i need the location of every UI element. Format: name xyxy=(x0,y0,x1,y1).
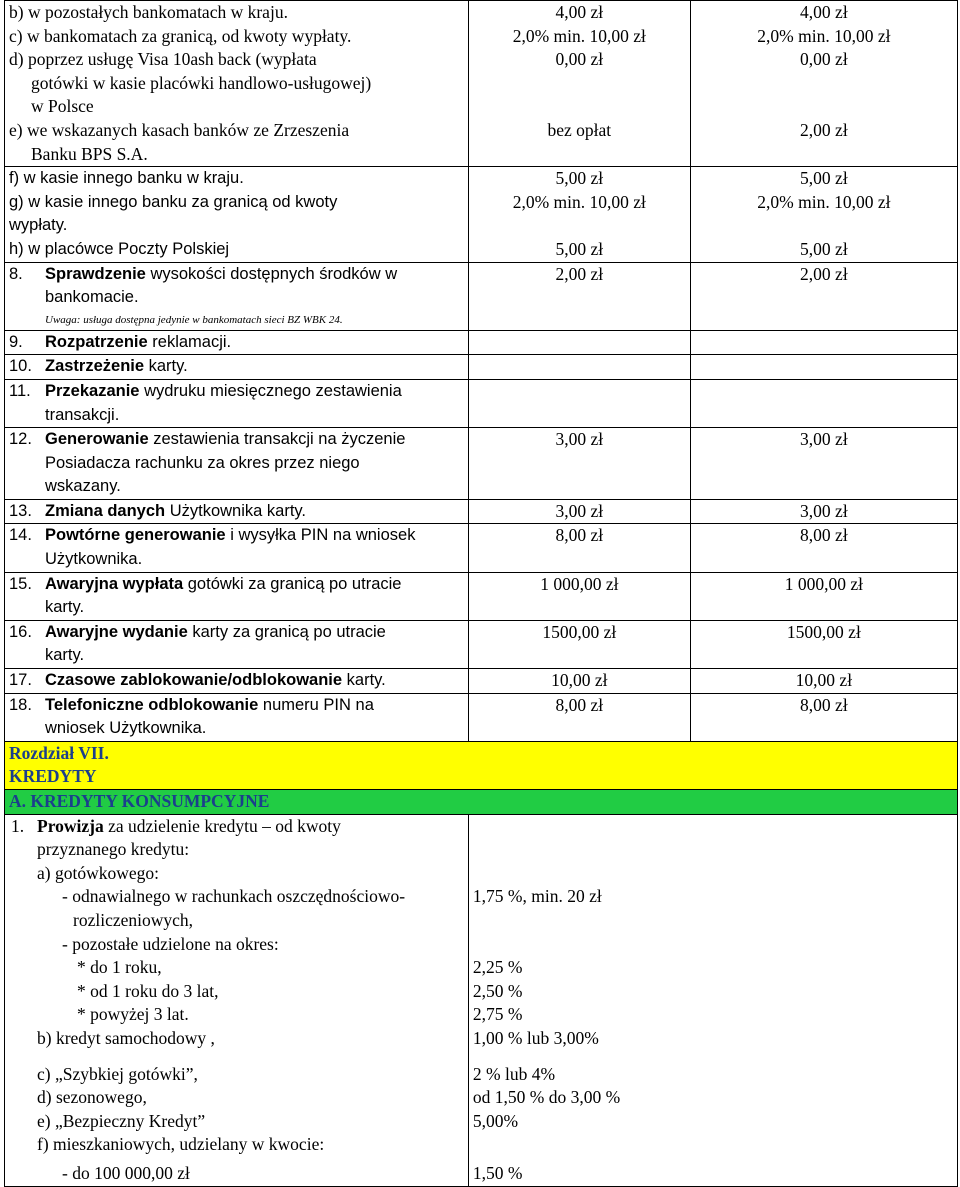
value: bez opłat xyxy=(547,119,612,140)
label-line: f) w kasie innego banku w kraju. xyxy=(9,169,244,188)
item-bold: Czasowe zablokowanie/odblokowanie xyxy=(45,671,343,690)
item-bold: Zastrzeżenie xyxy=(45,357,145,376)
value: 0,00 zł xyxy=(800,49,848,70)
fee-value-col2 xyxy=(690,330,957,355)
label-line: wskazany. xyxy=(45,477,121,496)
item-number: 18. xyxy=(9,695,32,714)
value: 10,00 zł xyxy=(551,670,608,691)
item-bold: Awaryjne wydanie xyxy=(45,622,188,641)
label-line: - pozostałe udzielone na okres: xyxy=(62,933,279,954)
fee-label xyxy=(5,379,469,427)
fee-value-col2 xyxy=(690,524,957,572)
fee-value-col1 xyxy=(468,693,690,741)
label-line: Użytkownika. xyxy=(45,550,143,569)
fee-label xyxy=(5,620,469,668)
value: 3,00 zł xyxy=(555,500,604,521)
item-bold: Sprawdzenie xyxy=(45,264,146,283)
item-number: 11. xyxy=(9,381,31,400)
fee-label xyxy=(5,572,469,620)
credit-type-label: c) „Szybkiej gotówki”, xyxy=(37,1063,198,1084)
fee-value-col2 xyxy=(690,262,957,330)
item-number: 15. xyxy=(9,574,32,593)
label-line: d) poprzez usługę Visa 10ash back (wypłata xyxy=(9,49,317,70)
fee-value-col2 xyxy=(690,1,957,167)
value: 3,00 zł xyxy=(800,500,848,521)
fee-row xyxy=(5,167,958,262)
item-bold: Generowanie xyxy=(45,430,149,449)
fee-value-col1 xyxy=(468,355,690,380)
label-line: rozliczeniowych, xyxy=(73,909,194,930)
section-title xyxy=(5,741,958,789)
value: 2,75 % xyxy=(472,1004,523,1025)
value: 5,00 zł xyxy=(555,238,604,259)
item-number: 12. xyxy=(9,430,32,449)
item-text: wysokości dostępnych środków w xyxy=(145,264,398,283)
value: 2,00 zł xyxy=(800,119,848,140)
label-line: a) gotówkowego: xyxy=(37,862,159,883)
label-line: bankomacie. xyxy=(45,288,139,307)
value: 2,00 zł xyxy=(555,263,604,284)
value: 2,0% min. 10,00 zł xyxy=(512,25,646,46)
value: 5,00 zł xyxy=(555,168,604,189)
section-title-line: KREDYTY xyxy=(9,766,97,787)
item-bold: Telefoniczne odblokowanie xyxy=(45,695,259,714)
item-text: wydruku miesięcznego zestawienia xyxy=(139,381,402,400)
label-line: e) we wskazanych kasach banków ze Zrzeszenia xyxy=(9,119,350,140)
value: 2,0% min. 10,00 zł xyxy=(512,191,646,212)
fee-value-col2 xyxy=(690,379,957,427)
item-text: reklamacji. xyxy=(147,332,232,351)
fee-label xyxy=(5,355,469,380)
label-line: przyznanego kredytu: xyxy=(37,839,190,860)
label-line: b) kredyt samochodowy , xyxy=(37,1027,215,1048)
label-line: w Polsce xyxy=(31,96,94,117)
label-line: Banku BPS S.A. xyxy=(31,143,148,164)
item-number: 10. xyxy=(9,357,32,376)
fee-value-col1 xyxy=(468,620,690,668)
fee-label xyxy=(5,524,469,572)
item-number: 9. xyxy=(9,332,23,351)
fee-value-col1 xyxy=(468,669,690,694)
fee-value-col2 xyxy=(690,428,957,500)
fee-value-col1 xyxy=(468,262,690,330)
item-number: 17. xyxy=(9,671,32,690)
item-bold: Prowizja xyxy=(37,815,104,836)
value: 5,00 zł xyxy=(800,168,848,189)
fee-row xyxy=(5,355,958,380)
credit-type-label: e) „Bezpieczny Kredyt” xyxy=(37,1110,206,1131)
fee-row xyxy=(5,669,958,694)
item-text: karty za granicą po utracie xyxy=(187,622,386,641)
label-line: transakcji. xyxy=(45,405,120,424)
label-line: Posiadacza rachunku za okres przez niego xyxy=(45,453,360,472)
value: 1 000,00 zł xyxy=(540,573,619,594)
credit-row xyxy=(5,814,958,1186)
section-title-line: Rozdział VII. xyxy=(9,742,109,763)
label-line: - do 100 000,00 zł xyxy=(62,1162,190,1183)
label-line: gotówki w kasie placówki handlowo-usługowej) xyxy=(31,72,372,93)
value: 2,0% min. 10,00 zł xyxy=(757,191,891,212)
fee-row xyxy=(5,524,958,572)
value: 3,00 zł xyxy=(800,429,848,450)
section-header xyxy=(5,741,958,789)
value: 2,0% min. 10,00 zł xyxy=(757,25,891,46)
item-number: 1. xyxy=(11,815,25,836)
fee-label xyxy=(5,167,469,262)
value: 1 000,00 zł xyxy=(784,573,863,594)
item-text: i wysyłka PIN na wniosek xyxy=(225,526,416,545)
item-bold: Awaryjna wypłata xyxy=(45,574,184,593)
value: 2,00 zł xyxy=(800,263,848,284)
fee-value-col2 xyxy=(690,499,957,524)
fee-value-col1 xyxy=(468,167,690,262)
fee-row xyxy=(5,1,958,167)
value: od 1,50 % do 3,00 % xyxy=(472,1087,621,1108)
credit-type-label: d) sezonowego, xyxy=(37,1087,147,1108)
fee-label xyxy=(5,262,469,330)
period-label: * od 1 roku do 3 lat, xyxy=(77,980,219,1001)
label-line: g) w kasie innego banku za granicą od kwoty xyxy=(9,192,338,211)
fee-value-col2 xyxy=(690,167,957,262)
item-text: Użytkownika karty. xyxy=(165,501,307,520)
label-line: h) w placówce Poczty Polskiej xyxy=(9,239,230,258)
value: 2,50 % xyxy=(472,980,523,1001)
fee-row xyxy=(5,428,958,500)
fee-value-col1 xyxy=(468,524,690,572)
fee-value-col1 xyxy=(468,499,690,524)
label-line: f) mieszkaniowych, udzielany w kwocie: xyxy=(37,1134,325,1155)
fee-label xyxy=(5,693,469,741)
label-line: karty. xyxy=(45,646,85,665)
item-number: 16. xyxy=(9,622,32,641)
fee-label xyxy=(5,1,469,167)
subsection-title xyxy=(5,790,958,815)
item-number: 8. xyxy=(9,264,23,283)
fee-value-col1 xyxy=(468,330,690,355)
value: 0,00 zł xyxy=(555,49,604,70)
value: 1500,00 zł xyxy=(786,621,861,642)
label-line: c) w bankomatach za granicą, od kwoty wypłaty. xyxy=(9,25,352,46)
item-bold: Przekazanie xyxy=(45,381,140,400)
subsection-header xyxy=(5,790,958,815)
value: 2 % lub 4% xyxy=(472,1063,556,1084)
period-label: * do 1 roku, xyxy=(77,957,162,978)
fee-row xyxy=(5,262,958,330)
item-bold: Rozpatrzenie xyxy=(45,332,148,351)
item-number: 13. xyxy=(9,501,32,520)
item-text: za udzielenie kredytu – od kwoty xyxy=(103,815,341,836)
value: 10,00 zł xyxy=(795,670,853,691)
value: 3,00 zł xyxy=(555,429,604,450)
item-number: 14. xyxy=(9,526,32,545)
fee-value-col2 xyxy=(690,572,957,620)
fee-value-col1 xyxy=(468,1,690,167)
item-bold: Zmiana danych xyxy=(45,501,166,520)
value: 8,00 zł xyxy=(555,525,604,546)
fee-row xyxy=(5,330,958,355)
label-line: karty. xyxy=(45,598,85,617)
value: 1500,00 zł xyxy=(542,621,617,642)
fee-row xyxy=(5,379,958,427)
label-line: wniosek Użytkownika. xyxy=(45,719,207,738)
value: 1,00 % lub 3,00% xyxy=(472,1027,599,1048)
value: 8,00 zł xyxy=(800,525,848,546)
item-text: numeru PIN na xyxy=(258,695,374,714)
service-note: Uwaga: usługa dostępna jedynie w bankomatach sieci BZ WBK 24. xyxy=(45,313,343,326)
fee-table xyxy=(4,0,958,1187)
item-text: karty. xyxy=(144,357,188,376)
fee-value-col2 xyxy=(690,669,957,694)
fee-row xyxy=(5,693,958,741)
credit-value-col xyxy=(468,814,957,1186)
fee-value-col1 xyxy=(468,379,690,427)
credit-label xyxy=(5,814,469,1186)
fee-label xyxy=(5,330,469,355)
value: 8,00 zł xyxy=(800,694,848,715)
value: 1,50 % xyxy=(472,1162,523,1183)
value: 8,00 zł xyxy=(555,694,604,715)
fee-label xyxy=(5,499,469,524)
fee-label xyxy=(5,669,469,694)
item-bold: Powtórne generowanie xyxy=(45,526,226,545)
value: 2,25 % xyxy=(472,957,523,978)
label-line: - odnawialnego w rachunkach oszczędnościowo- xyxy=(62,886,406,907)
fee-row xyxy=(5,499,958,524)
fee-row xyxy=(5,572,958,620)
item-text: karty. xyxy=(342,671,386,690)
fee-value-col1 xyxy=(468,572,690,620)
value: 5,00 zł xyxy=(800,238,848,259)
value: 4,00 zł xyxy=(800,2,848,22)
fee-value-col1 xyxy=(468,428,690,500)
period-label: * powyżej 3 lat. xyxy=(77,1004,189,1025)
value: 4,00 zł xyxy=(555,2,604,22)
item-text: gotówki za granicą po utracie xyxy=(183,574,402,593)
fee-value-col2 xyxy=(690,620,957,668)
label-line: wypłaty. xyxy=(9,216,68,235)
value: 1,75 %, min. 20 zł xyxy=(472,886,602,907)
subsection-title-line: A. KREDYTY KONSUMPCYJNE xyxy=(9,791,270,811)
fee-label xyxy=(5,428,469,500)
fee-value-col2 xyxy=(690,693,957,741)
fee-value-col2 xyxy=(690,355,957,380)
fee-row xyxy=(5,620,958,668)
item-text: zestawienia transakcji na życzenie xyxy=(148,430,406,449)
label-line: b) w pozostałych bankomatach w kraju. xyxy=(9,2,288,22)
value: 5,00% xyxy=(472,1110,519,1131)
